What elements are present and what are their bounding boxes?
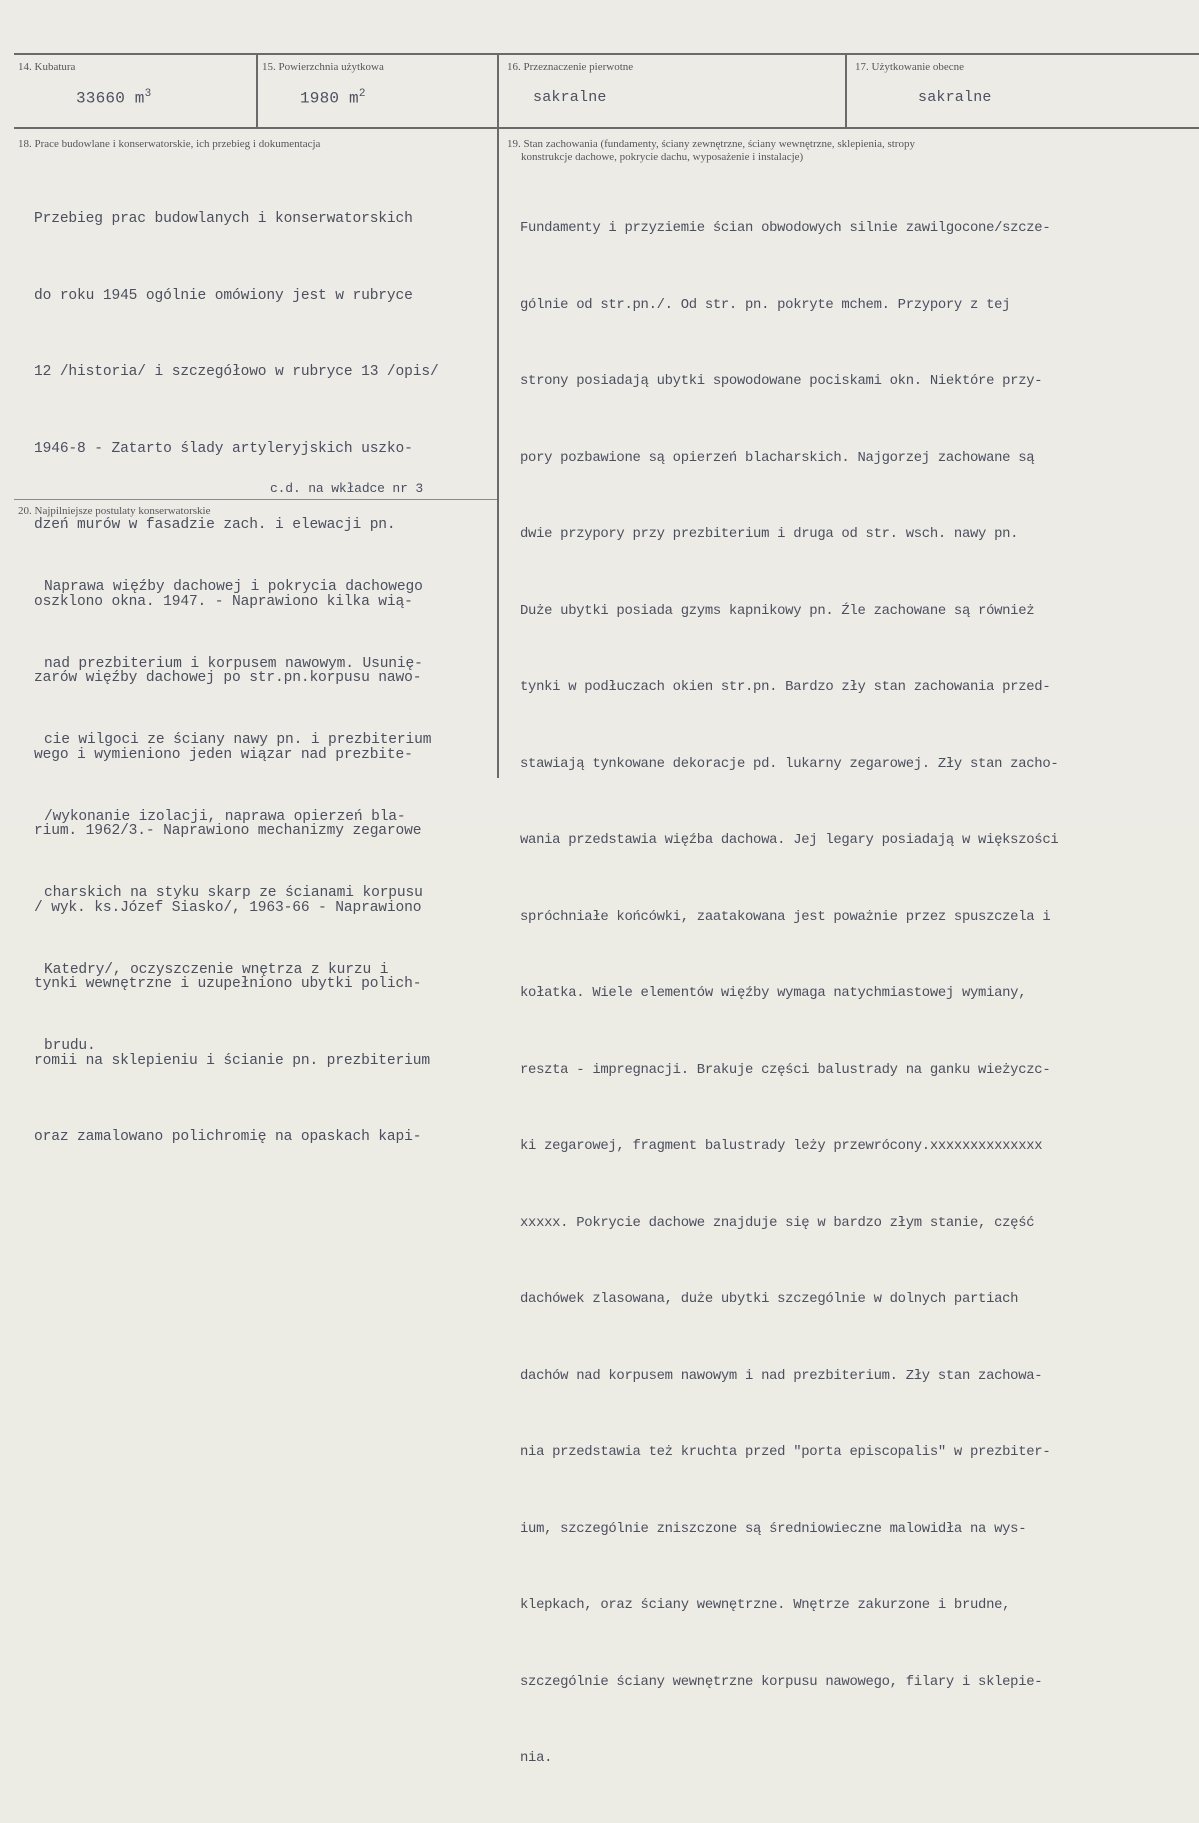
field-19-line: nia. — [520, 1750, 553, 1766]
field-15-label: 15. Powierzchnia użytkowa — [262, 61, 384, 73]
field-18-label: 18. Prace budowlane i konserwatorskie, ich przebieg i dokumentacja — [18, 138, 321, 150]
field-19-line: gólnie od str.pn./. Od str. pn. pokryte mchem. Przypory z tej — [520, 296, 1011, 313]
field-18-line: do roku 1945 ogólnie omówiony jest w rubryce — [34, 287, 413, 304]
field-20-line: Katedry/, oczyszczenie wnętrza z kurzu i — [44, 961, 389, 978]
top-rule — [14, 53, 1199, 55]
field-18-line: oraz zamalowano polichromię na opaskach kapi- — [34, 1129, 422, 1145]
field-19-line: szczególnie ściany wewnętrzne korpusu nawowego, filary i sklepie- — [520, 1673, 1043, 1690]
field-18-continuation: c.d. na wkładce nr 3 — [270, 481, 424, 496]
field-15-value-exponent: 2 — [358, 88, 366, 100]
field-19-line: dachów nad korpusem nawowym i nad prezbiterium. Zły stan zachowa- — [520, 1367, 1043, 1384]
field-19-line: klepkach, oraz ściany wewnętrzne. Wnętrze zakurzone i brudne, — [520, 1597, 1011, 1613]
divider-16-17 — [845, 53, 847, 127]
field-18-line: 1946-8 - Zatarto ślady artyleryjskich uszko- — [34, 440, 413, 457]
field-19-line: ki zegarowej, fragment balustrady leży przewrócony.xxxxxxxxxxxxxx — [520, 1138, 1043, 1154]
row1-bottom-rule — [14, 127, 1199, 129]
field-18-line: / wyk. ks.Józef Siasko/, 1963-66 - Naprawiono — [34, 899, 422, 916]
field-14-label: 14. Kubatura — [18, 61, 76, 73]
field-19-label-line1: 19. Stan zachowania (fundamenty, ściany zewnętrzne, ściany wewnętrzne, sklepienia, stropy — [507, 138, 915, 150]
field-19-line: ium, szczególnie zniszczone są średniowieczne malowidła na wys- — [520, 1520, 1027, 1537]
field-20-line: nad prezbiterium i korpusem nawowym. Usunię- — [44, 655, 423, 672]
field-18-line: oszklono okna. 1947. - Naprawiono kilka wią- — [34, 593, 413, 610]
divider-14-15 — [256, 53, 258, 127]
field-19-line: wania przedstawia więźba dachowa. Jej legary posiadają w większości — [520, 832, 1059, 848]
field-18-line: Przebieg prac budowlanych i konserwatorskich — [34, 211, 413, 227]
field-20-line: cie wilgoci ze ściany nawy pn. i prezbiterium — [44, 732, 432, 748]
field-15-value-text: 1980 m — [300, 89, 359, 108]
field-18-line: wego i wymieniono jeden wiązar nad prezbite- — [34, 746, 413, 763]
field-19-line: nia przedstawia też kruchta przed "porta episcopalis" w prezbiter- — [520, 1444, 1051, 1460]
field-19-line: Duże ubytki posiada gzyms kapnikowy pn. Źle zachowane są również — [520, 602, 1035, 619]
field-18-line: 12 /historia/ i szczegółowo w rubryce 13 /opis/ — [34, 364, 439, 380]
field-19-line: xxxxx. Pokrycie dachowe znajduje się w bardzo złym stanie, część — [520, 1214, 1035, 1231]
field-17-label: 17. Użytkowanie obecne — [855, 61, 965, 73]
field-16-value: sakralne — [533, 89, 607, 106]
field-14-value-exponent: 3 — [144, 88, 152, 100]
field-20-line: brudu. — [44, 1038, 96, 1054]
field-20-line: Naprawa więźby dachowej i pokrycia dachowego — [44, 579, 423, 595]
field-20-line: /wykonanie izolacji, naprawa opierzeń bla- — [44, 808, 406, 825]
field-19-label-line2: konstrukcje dachowe, pokrycie dachu, wyposażenie i instalacje) — [521, 151, 804, 163]
field-19-line: stawiają tynkowane dekoracje pd. lukarny zegarowej. Zły stan zacho- — [520, 755, 1059, 772]
field-19-line: tynki w podłuczach okien str.pn. Bardzo zły stan zachowania przed- — [520, 679, 1051, 695]
field-14-value — [76, 88, 151, 107]
field-17-value: sakralne — [918, 89, 992, 106]
field-19-line: dwie przypory przy prezbiterium i druga od str. wsch. nawy pn. — [520, 526, 1019, 542]
field-20-line: charskich na styku skarp ze ścianami korpusu — [44, 885, 423, 901]
field-19-line: pory pozbawione są opierzeń blacharskich. Najgorzej zachowane są — [520, 449, 1035, 466]
field-16-label: 16. Przeznaczenie pierwotne — [507, 61, 634, 73]
field-20-label: 20. Najpilniejsze postulaty konserwatorskie — [18, 505, 211, 517]
field-14-value-text: 33660 m — [76, 89, 145, 108]
field-19-line: reszta - impregnacji. Brakuje części balustrady na ganku wieżyczc- — [520, 1061, 1051, 1078]
field-18-line: romii na sklepieniu i ścianie pn. prezbiterium — [34, 1052, 430, 1069]
field-19-line: spróchniałe końcówki, zaatakowana jest poważnie przez spuszczela i — [520, 908, 1051, 925]
field-18-line: dzeń murów w fasadzie zach. i elewacji pn. — [34, 517, 396, 533]
field-15-value — [300, 88, 366, 107]
field-18-line: rium. 1962/3.- Naprawiono mechanizmy zegarowe — [34, 823, 422, 839]
divider-15-16 — [497, 53, 499, 778]
field-19-line: Fundamenty i przyziemie ścian obwodowych silnie zawilgocone/szcze- — [520, 220, 1051, 236]
field-18-line: zarów więźby dachowej po str.pn.korpusu nawo- — [34, 670, 422, 686]
field-19-text — [520, 165, 1058, 1823]
field-19-line: dachówek zlasowana, duże ubytki szczególnie w dolnych partiach — [520, 1291, 1019, 1307]
field-19-line: strony posiadają ubytki spowodowane pociskami okn. Niektóre przy- — [520, 373, 1043, 389]
field-18-line: tynki wewnętrzne i uzupełniono ubytki polich- — [34, 976, 422, 992]
field-20-text — [44, 524, 431, 1111]
field-19-line: kołatka. Wiele elementów więźby wymaga natychmiastowej wymiany, — [520, 985, 1027, 1001]
